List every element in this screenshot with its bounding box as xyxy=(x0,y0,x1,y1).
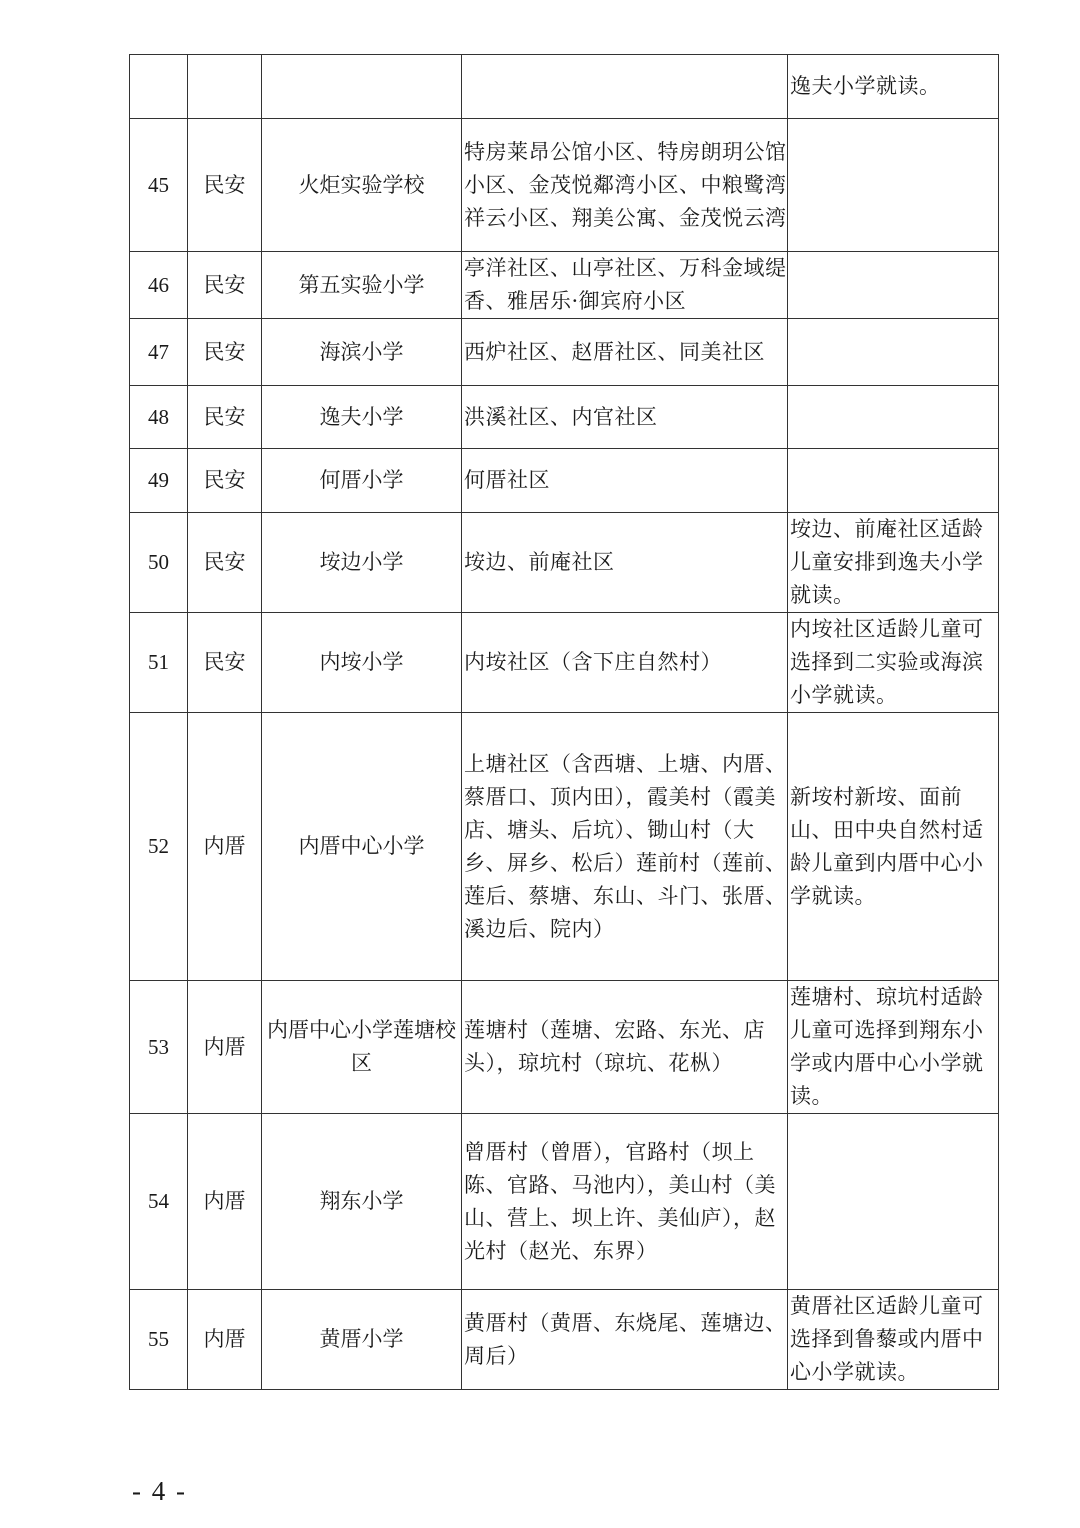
table-row xyxy=(130,513,999,613)
cell-number: 47 xyxy=(130,319,188,386)
cell-district: 内厝 xyxy=(188,1114,262,1290)
cell-district: 民安 xyxy=(188,613,262,713)
cell-district: 内厝 xyxy=(188,981,262,1114)
table-row xyxy=(130,1114,999,1290)
cell-note: 逸夫小学就读。 xyxy=(788,55,999,119)
cell-number: 50 xyxy=(130,513,188,613)
table-row xyxy=(130,981,999,1114)
cell-area: 亭洋社区、山亭社区、万科金域缇香、雅居乐·御宾府小区 xyxy=(462,252,788,319)
cell-note: 新垵村新垵、面前山、田中央自然村适龄儿童到内厝中心小学就读。 xyxy=(788,713,999,981)
cell-school: 翔东小学 xyxy=(262,1114,462,1290)
table-row xyxy=(130,386,999,449)
cell-number: 51 xyxy=(130,613,188,713)
table-row xyxy=(130,252,999,319)
cell-note xyxy=(788,252,999,319)
cell-area: 特房莱昂公馆小区、特房朗玥公馆小区、金茂悦鄰湾小区、中粮鹭湾祥云小区、翔美公寓、金茂悦云湾 xyxy=(462,119,788,252)
cell-number: 52 xyxy=(130,713,188,981)
cell-number: 53 xyxy=(130,981,188,1114)
cell-number: 45 xyxy=(130,119,188,252)
cell-school: 何厝小学 xyxy=(262,449,462,513)
cell-district: 民安 xyxy=(188,319,262,386)
cell-area: 西炉社区、赵厝社区、同美社区 xyxy=(462,319,788,386)
cell-note: 垵边、前庵社区适龄儿童安排到逸夫小学就读。 xyxy=(788,513,999,613)
cell-area: 上塘社区（含西塘、上塘、内厝、蔡厝口、顶内田），霞美村（霞美店、塘头、后坑）、锄山村（大乡、屏乡、松后）莲前村（莲前、莲后、蔡塘、东山、斗门、张厝、溪边后、院内） xyxy=(462,713,788,981)
page-number: - 4 - xyxy=(132,1476,187,1506)
cell-school xyxy=(262,55,462,119)
cell-district: 民安 xyxy=(188,513,262,613)
cell-note xyxy=(788,119,999,252)
cell-school: 第五实验小学 xyxy=(262,252,462,319)
cell-number: 54 xyxy=(130,1114,188,1290)
cell-school: 内厝中心小学 xyxy=(262,713,462,981)
cell-number: 48 xyxy=(130,386,188,449)
cell-note xyxy=(788,1114,999,1290)
cell-district: 内厝 xyxy=(188,1290,262,1390)
cell-note xyxy=(788,319,999,386)
table-row xyxy=(130,449,999,513)
cell-area: 何厝社区 xyxy=(462,449,788,513)
cell-area: 曾厝村（曾厝），官路村（坝上陈、官路、马池内），美山村（美山、营上、坝上许、美仙庐），赵光村（赵光、东界） xyxy=(462,1114,788,1290)
cell-note: 内垵社区适龄儿童可选择到二实验或海滨小学就读。 xyxy=(788,613,999,713)
cell-number: 55 xyxy=(130,1290,188,1390)
cell-district: 内厝 xyxy=(188,713,262,981)
cell-school: 火炬实验学校 xyxy=(262,119,462,252)
cell-area: 莲塘村（莲塘、宏路、东光、店头），琼坑村（琼坑、花枞） xyxy=(462,981,788,1114)
cell-area: 内垵社区（含下庄自然村） xyxy=(462,613,788,713)
table-row xyxy=(130,1290,999,1390)
cell-district: 民安 xyxy=(188,449,262,513)
cell-note: 莲塘村、琼坑村适龄儿童可选择到翔东小学或内厝中心小学就读。 xyxy=(788,981,999,1114)
cell-school: 海滨小学 xyxy=(262,319,462,386)
cell-note xyxy=(788,449,999,513)
cell-number: 46 xyxy=(130,252,188,319)
cell-area: 黄厝村（黄厝、东烧尾、莲塘边、周后） xyxy=(462,1290,788,1390)
cell-district: 民安 xyxy=(188,252,262,319)
cell-number xyxy=(130,55,188,119)
cell-school: 内垵小学 xyxy=(262,613,462,713)
cell-district: 民安 xyxy=(188,386,262,449)
cell-area: 洪溪社区、内官社区 xyxy=(462,386,788,449)
cell-school: 黄厝小学 xyxy=(262,1290,462,1390)
cell-area xyxy=(462,55,788,119)
table-row xyxy=(130,713,999,981)
table-row xyxy=(130,319,999,386)
cell-number: 49 xyxy=(130,449,188,513)
cell-area: 垵边、前庵社区 xyxy=(462,513,788,613)
table-row xyxy=(130,55,999,119)
cell-note: 黄厝社区适龄儿童可选择到鲁藜或内厝中心小学就读。 xyxy=(788,1290,999,1390)
cell-school: 逸夫小学 xyxy=(262,386,462,449)
cell-note xyxy=(788,386,999,449)
cell-district xyxy=(188,55,262,119)
cell-school: 内厝中心小学莲塘校区 xyxy=(262,981,462,1114)
cell-school: 垵边小学 xyxy=(262,513,462,613)
table-row xyxy=(130,119,999,252)
table-row xyxy=(130,613,999,713)
cell-district: 民安 xyxy=(188,119,262,252)
school-district-table xyxy=(129,54,999,1390)
